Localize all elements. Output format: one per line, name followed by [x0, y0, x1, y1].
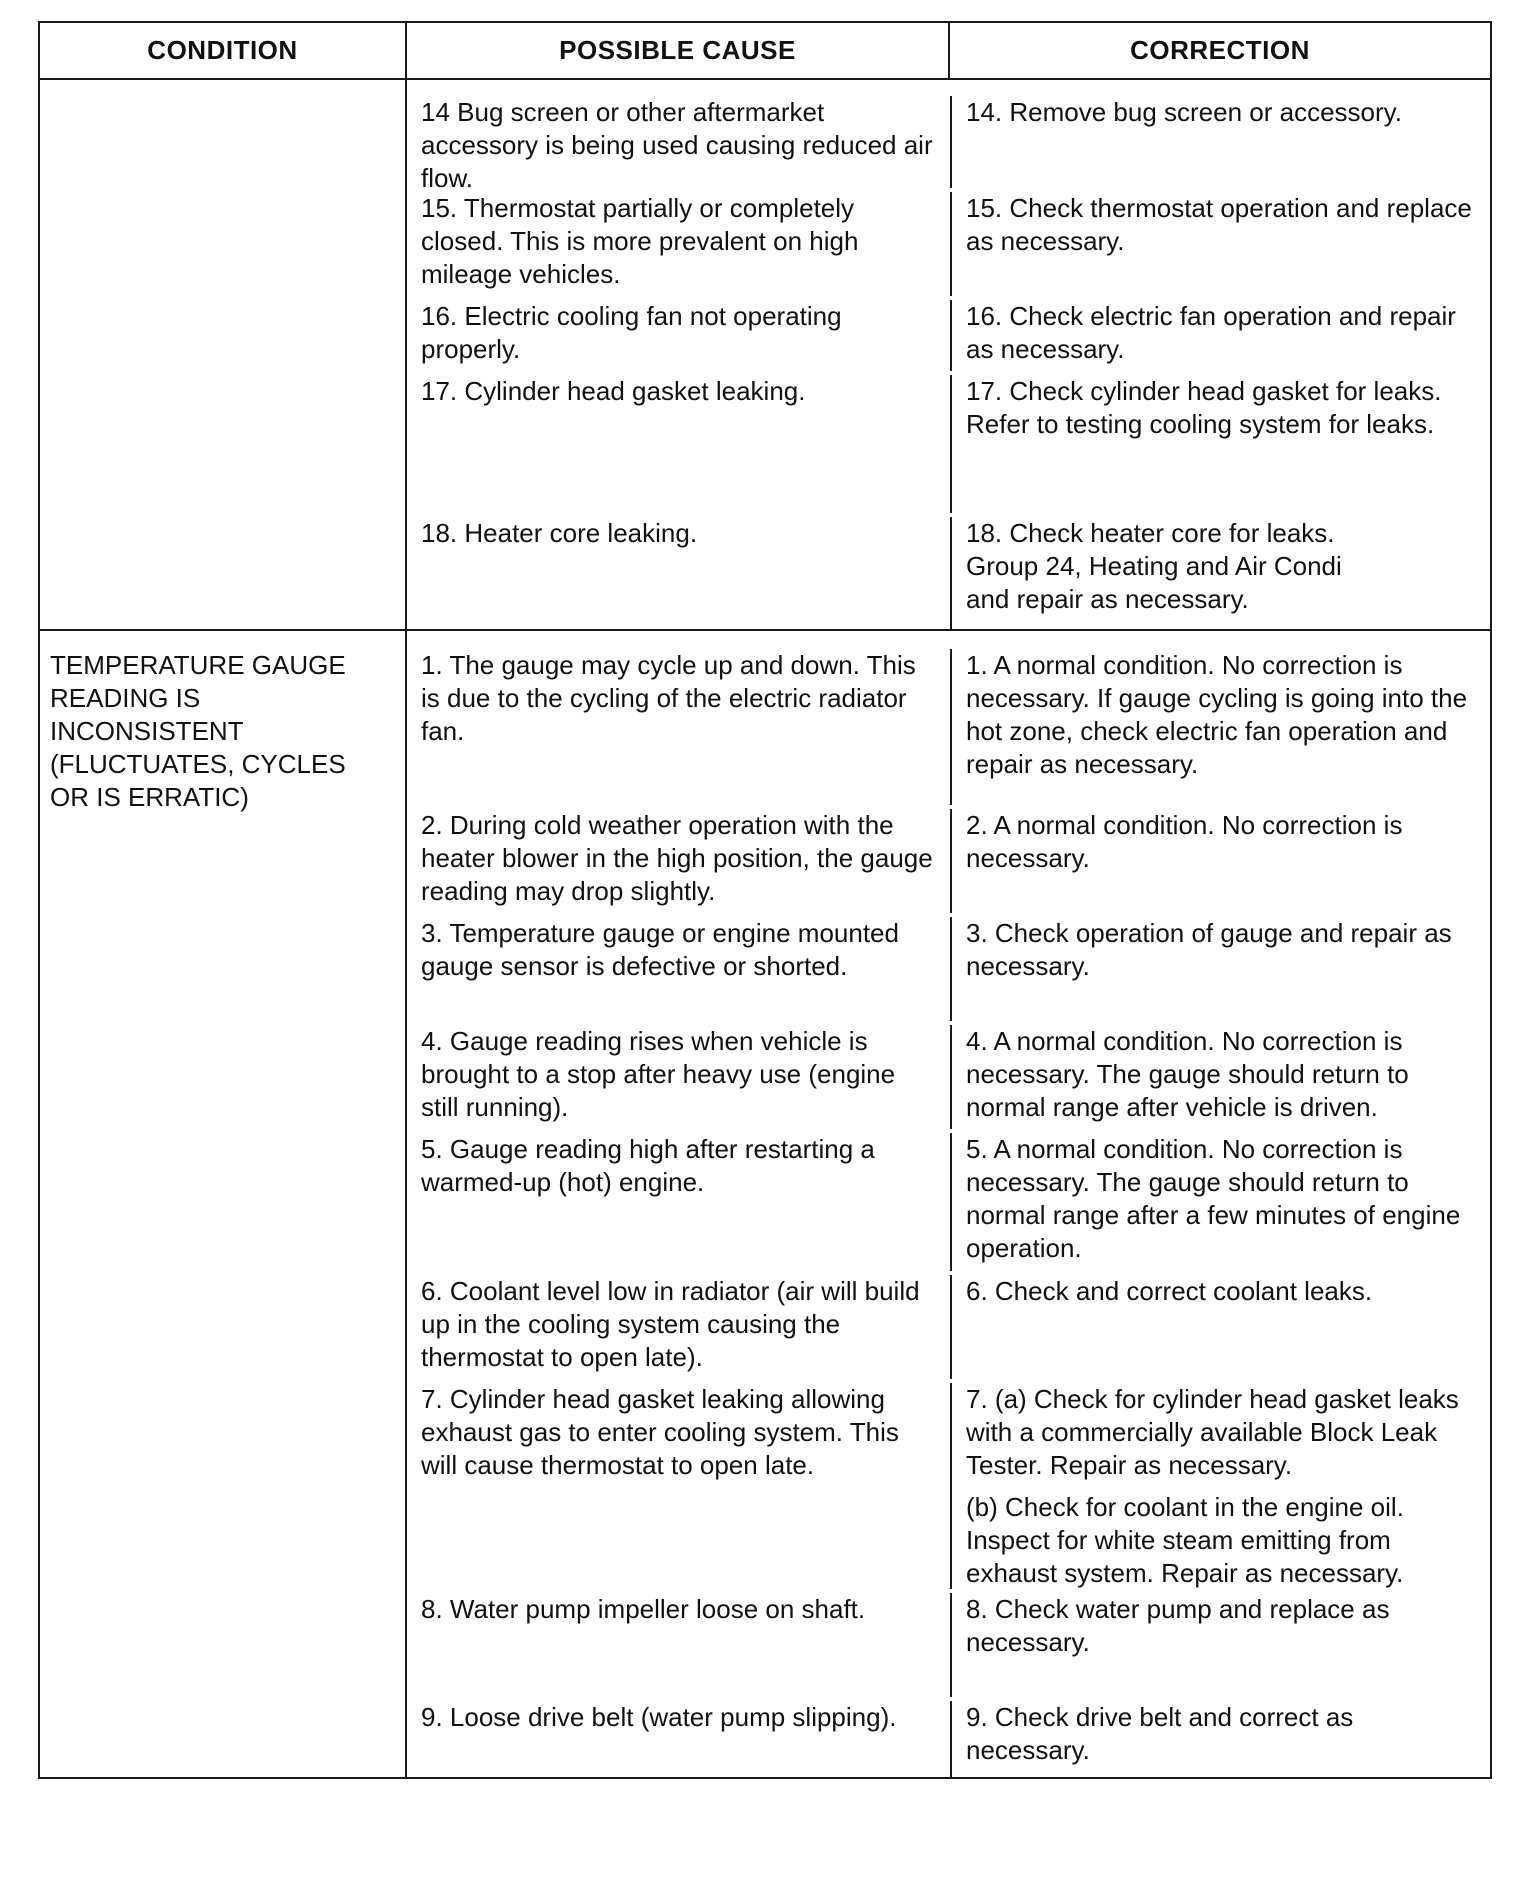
- header-condition: CONDITION: [147, 35, 298, 65]
- cause-cell: 3. Temperature gauge or engine mounted gauge sensor is defective or shorted.: [421, 918, 899, 981]
- correction-text: 7. (a) Check for cylinder head gasket leaks with a commercially available Block Leak Tester. Repair as necessary.: [966, 1384, 1459, 1480]
- cause-cell: 14 Bug screen or other aftermarket accessory is being used causing reduced air flow.: [421, 97, 933, 193]
- table-row: [407, 1271, 1490, 1379]
- table-row: [407, 1379, 1490, 1589]
- correction-cell: [950, 300, 1490, 371]
- correction-text: 2. A normal condition. No correction is necessary.: [966, 810, 1403, 873]
- correction-cell: [950, 1133, 1490, 1271]
- correction-cell: [950, 517, 1490, 629]
- table-row: [407, 1021, 1490, 1129]
- table-row: [407, 296, 1490, 371]
- condition-group: [40, 631, 1490, 1777]
- cause-cell: 1. The gauge may cycle up and down. This is due to the cycling of the electric radiator fan.: [421, 650, 916, 746]
- condition-group: [40, 80, 1490, 631]
- cause-cell: 18. Heater core leaking.: [421, 518, 698, 548]
- table-row: [407, 1129, 1490, 1271]
- correction-cell: [950, 96, 1490, 188]
- cause-cell: 15. Thermostat partially or completely closed. This is more prevalent on high mileage vehicles.: [421, 193, 859, 289]
- cause-cell: 17. Cylinder head gasket leaking.: [421, 376, 806, 406]
- correction-cell: [950, 1025, 1490, 1129]
- table-row: [407, 371, 1490, 513]
- correction-cell: [950, 192, 1490, 296]
- cause-cell: 7. Cylinder head gasket leaking allowing exhaust gas to enter cooling system. This will cause thermostat to open late.: [421, 1384, 899, 1480]
- cause-cell: 9. Loose drive belt (water pump slipping).: [421, 1702, 897, 1732]
- table-row: [407, 1697, 1490, 1777]
- table-row: [407, 80, 1490, 193]
- correction-cell: [950, 649, 1490, 805]
- correction-text: 6. Check and correct coolant leaks.: [966, 1276, 1373, 1306]
- correction-text: 17. Check cylinder head gasket for leaks. Refer to testing cooling system for leaks.: [966, 376, 1442, 439]
- correction-text: 14. Remove bug screen or accessory.: [966, 97, 1402, 127]
- header-possible-cause: POSSIBLE CAUSE: [405, 23, 948, 78]
- cause-cell: 4. Gauge reading rises when vehicle is brought to a stop after heavy use (engine still running).: [421, 1026, 896, 1122]
- correction-text: (b) Check for coolant in the engine oil. Inspect for white steam emitting from exhaust system. Repair as necessary.: [966, 1492, 1404, 1588]
- correction-text: 4. A normal condition. No correction is necessary. The gauge should return to normal range after vehicle is driven.: [966, 1026, 1409, 1122]
- table-header: [40, 23, 1490, 80]
- table-row: [407, 188, 1490, 296]
- correction-text: 3. Check operation of gauge and repair as necessary.: [966, 918, 1452, 981]
- correction-text: 9. Check drive belt and correct as necessary.: [966, 1702, 1354, 1765]
- correction-text: 18. Check heater core for leaks. Group 24, Heating and Air Condi and repair as necessary.: [966, 518, 1342, 614]
- condition-cell: [40, 80, 405, 629]
- correction-text: 1. A normal condition. No correction is necessary. If gauge cycling is going into the hot zone, check electric fan operation and repair as necessary.: [966, 650, 1468, 779]
- correction-cell: [950, 1701, 1490, 1777]
- cause-cell: 8. Water pump impeller loose on shaft.: [421, 1594, 866, 1624]
- table-row: [407, 1589, 1490, 1697]
- table-row: [407, 513, 1490, 629]
- correction-cell: [950, 1275, 1490, 1379]
- cause-correction-stack: [405, 631, 1490, 1777]
- cause-correction-stack: [405, 80, 1490, 629]
- correction-cell: [950, 917, 1490, 1021]
- table-row: [407, 805, 1490, 913]
- correction-cell: [950, 1383, 1490, 1589]
- header-correction: CORRECTION: [948, 23, 1490, 78]
- cause-cell: 16. Electric cooling fan not operating properly.: [421, 301, 842, 364]
- cause-cell: 5. Gauge reading high after restarting a warmed-up (hot) engine.: [421, 1134, 875, 1197]
- correction-cell: [950, 375, 1490, 513]
- cause-cell: 2. During cold weather operation with the heater blower in the high position, the gauge reading may drop slightly.: [421, 810, 933, 906]
- condition-cell: TEMPERATURE GAUGE READING IS INCONSISTENT (FLUCTUATES, CYCLES OR IS ERRATIC): [50, 650, 346, 812]
- table-row: [407, 631, 1490, 805]
- table-row: [407, 913, 1490, 1021]
- correction-text: 15. Check thermostat operation and replace as necessary.: [966, 193, 1472, 256]
- correction-cell: [950, 809, 1490, 913]
- correction-text: 8. Check water pump and replace as necessary.: [966, 1594, 1390, 1657]
- correction-text: 16. Check electric fan operation and repair as necessary.: [966, 301, 1456, 364]
- correction-text: 5. A normal condition. No correction is necessary. The gauge should return to normal range after a few minutes of engine operation.: [966, 1134, 1461, 1263]
- correction-cell: [950, 1593, 1490, 1697]
- cause-cell: 6. Coolant level low in radiator (air will build up in the cooling system causing the thermostat to open late).: [421, 1276, 920, 1372]
- diagnosis-table: [38, 21, 1492, 1779]
